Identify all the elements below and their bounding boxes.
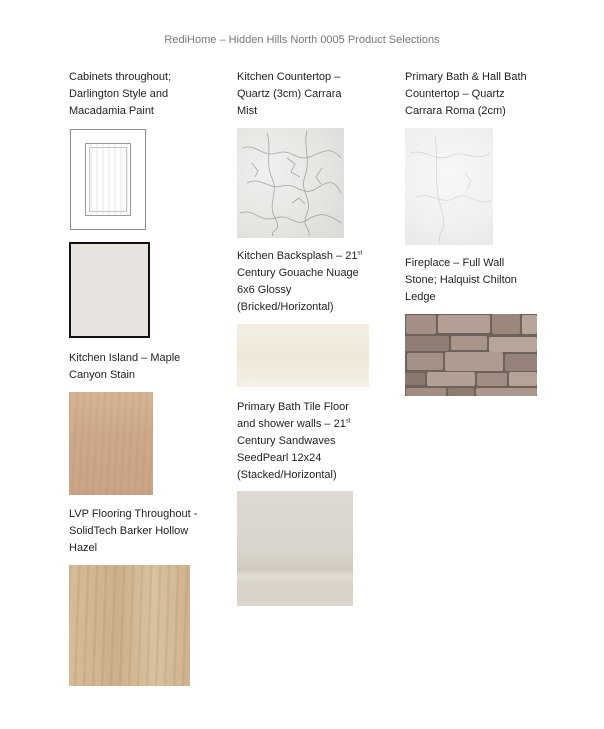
stone-block [476, 388, 537, 396]
kitchen-backsplash-label-line [237, 248, 362, 265]
kitchen-countertop-label-line: Mist [237, 105, 258, 117]
lvp-flooring-label-line: LVP Flooring Throughout - [69, 508, 198, 520]
stone-block [492, 314, 520, 334]
bath-tile-label-line [237, 416, 351, 433]
fireplace-label-line: Stone; Halquist Chilton [405, 274, 517, 286]
fireplace-label [405, 255, 517, 306]
kitchen-countertop-label-line: Quartz (3cm) Carrara [237, 88, 342, 100]
gouache-nuage-swatch [237, 324, 369, 387]
bath-tile-label-line: Primary Bath Tile Floor [237, 401, 349, 413]
kitchen-countertop-label [237, 69, 342, 120]
bath-tile-label-line: Century Sandwaves [237, 435, 336, 447]
bath-tile-superscript: st [345, 418, 351, 425]
macadamia-paint-swatch [69, 242, 150, 338]
bath-countertop-label [405, 69, 527, 120]
kitchen-backsplash-label-line: 6x6 Glossy [237, 284, 292, 296]
bath-countertop-label-line: Primary Bath & Hall Bath [405, 71, 527, 83]
fireplace-label-line: Ledge [405, 291, 436, 303]
kitchen-backsplash-label-line: Century Gouache Nuage [237, 267, 359, 279]
carrara-mist-swatch [237, 128, 344, 238]
chilton-ledge-stone-swatch [405, 314, 537, 396]
lvp-flooring-label [69, 506, 197, 557]
fireplace-label-line: Fireplace – Full Wall [405, 257, 505, 269]
stone-block [407, 353, 443, 370]
kitchen-backsplash-line1: Kitchen Backsplash – 21 [237, 250, 358, 262]
bath-tile-label-line: SeedPearl 12x24 [237, 452, 322, 464]
stone-block [406, 315, 436, 334]
carrara-roma-swatch [405, 128, 493, 245]
roma-veins [405, 128, 493, 245]
lvp-flooring-label-line: SolidTech Barker Hollow [69, 525, 189, 537]
lvp-flooring-label-line: Hazel [69, 542, 98, 554]
stone-block [509, 372, 537, 386]
bath-countertop-label-line: Countertop – Quartz [405, 88, 505, 100]
stone-block [477, 373, 507, 386]
bath-tile-label-line: (Stacked/Horizontal) [237, 469, 337, 481]
cabinets-label-line: Macadamia Paint [69, 105, 154, 117]
stone-block [438, 315, 490, 333]
cabinet-door-image [70, 129, 146, 230]
marble-veins [237, 128, 344, 238]
kitchen-backsplash-label-line: (Bricked/Horizontal) [237, 301, 334, 313]
stone-block [522, 315, 537, 334]
stone-block [445, 352, 503, 371]
bath-tile-line2: and shower walls – 21 [237, 418, 346, 430]
lvp-hazel-swatch [69, 565, 190, 686]
kitchen-backsplash-label [237, 248, 362, 316]
stone-block [451, 336, 487, 350]
bath-tile-label [237, 399, 351, 484]
stone-block [427, 372, 475, 386]
kitchen-island-label-line: Kitchen Island – Maple [69, 352, 181, 364]
sandwaves-seedpearl-swatch [237, 491, 353, 606]
kitchen-island-label-line: Canyon Stain [69, 369, 136, 381]
kitchen-island-label [69, 350, 180, 384]
stone-block [448, 388, 474, 396]
cabinet-door-inset [89, 147, 127, 212]
kitchen-backsplash-superscript: st [357, 250, 363, 257]
stone-block [405, 373, 425, 385]
stone-block [405, 336, 449, 351]
page-title: RediHome – Hidden Hills North 0005 Product Selections [164, 34, 440, 46]
cabinets-label-line: Darlington Style and [69, 88, 169, 100]
maple-canyon-stain-swatch [69, 392, 153, 495]
stone-block [406, 388, 446, 396]
kitchen-countertop-label-line: Kitchen Countertop – [237, 71, 341, 83]
cabinets-label-line: Cabinets throughout; [69, 71, 172, 83]
bath-countertop-label-line: Carrara Roma (2cm) [405, 105, 506, 117]
stone-block [489, 337, 537, 352]
cabinets-label [69, 69, 171, 120]
stone-block [505, 354, 537, 371]
